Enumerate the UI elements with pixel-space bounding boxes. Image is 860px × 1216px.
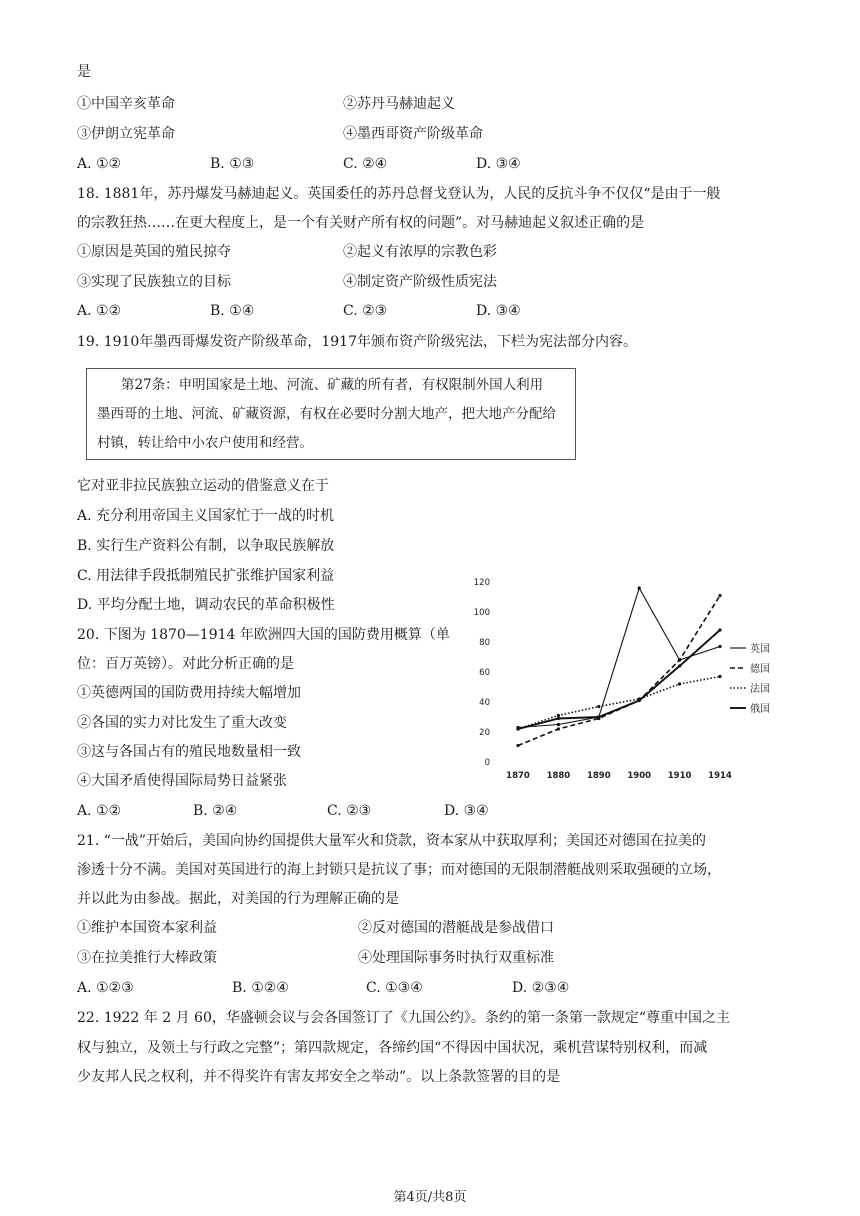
excerpt-line-3: 村镇，转让给中小农户使用和经营。 [97, 435, 313, 451]
q21-item-4: ④处理国际事务时执行双重标准 [358, 950, 554, 966]
q21-option-a: A. ①②③ [77, 980, 134, 996]
q21-option-c: C. ①③④ [366, 980, 423, 996]
data-point [516, 744, 519, 747]
q17-option-a: A. ①② [77, 156, 122, 172]
data-point [718, 594, 721, 597]
q20-option-c: C. ②③ [327, 803, 372, 819]
legend-label: 法国 [750, 684, 770, 695]
q20-item-3: ③这与各国占有的殖民地数量相一致 [77, 744, 301, 760]
legend-label: 德国 [750, 664, 770, 675]
q17-option-c: C. ②④ [343, 156, 388, 172]
data-point [638, 586, 641, 589]
data-point [557, 717, 560, 720]
legend-label: 俄国 [750, 704, 770, 715]
data-point [718, 675, 721, 678]
data-point [557, 714, 560, 717]
q17-item-2: ②苏丹马赫迪起义 [343, 96, 455, 112]
q21-stem-line-2: 渗透十分不满。美国对英国进行的海上封锁只是抗议了事；而对德国的无限制潜艇战则采取强硬的立场， [77, 862, 721, 878]
q20-item-2: ②各国的实力对比发生了重大改变 [77, 715, 287, 731]
series-line-2 [518, 596, 720, 746]
q17-item-4: ④墨西哥资产阶级革命 [343, 126, 483, 142]
q22-stem-line-1: 22. 1922 年 2 月 60，华盛顿会议与会各国签订了《九国公约》。条约的第一条第一款规定“尊重中国之主 [77, 1010, 731, 1026]
q21-option-d: D. ②③④ [512, 980, 570, 996]
q20-option-a: A. ①② [77, 803, 122, 819]
data-point [557, 727, 560, 730]
q20-option-b: B. ②④ [193, 803, 238, 819]
data-point [678, 682, 681, 685]
q18-item-2: ②起义有浓厚的宗教色彩 [343, 244, 497, 260]
y-tick-label: 40 [479, 698, 490, 708]
q17-stem-tail: 是 [77, 64, 91, 80]
q18-stem-line-2: 的宗教狂热……在更大程度上，是一个有关财产所有权的问题”。对马赫迪起义叙述正确的是 [77, 215, 645, 231]
data-point [516, 727, 519, 730]
y-tick-label: 100 [473, 608, 490, 618]
q21-stem-line-3: 并以此为由参战。据此，对美国的行为理解正确的是 [77, 891, 399, 907]
data-point [678, 658, 681, 661]
x-tick-label: 1910 [667, 771, 692, 781]
q21-item-2: ②反对德国的潜艇战是参战借口 [358, 920, 554, 936]
data-point [597, 715, 600, 718]
q18-option-c: C. ②③ [343, 303, 388, 319]
q20-stem-line-2: 位：百万英镑）。对此分析正确的是 [77, 656, 294, 672]
defense-spending-chart [468, 572, 798, 792]
excerpt-line-2: 墨西哥的土地、河流、矿藏资源，有权在必要时分割大地产，把大地产分配给 [97, 406, 556, 422]
q19-stem-line: 19. 1910年墨西哥爆发资产阶级革命，1917年颁布资产阶级宪法，下栏为宪法部分内容。 [77, 334, 637, 350]
q21-stem-line-1: 21. “一战”开始后，美国向协约国提供大量军火和贷款，资本家从中获取厚利；美国还对德国在拉美的 [77, 833, 707, 849]
q18-option-b: B. ①④ [210, 303, 255, 319]
excerpt-line-1: 第27条：申明国家是土地、河流、矿藏的所有者，有权限制外国人利用 [121, 377, 544, 393]
x-tick-label: 1890 [586, 771, 611, 781]
data-point [597, 705, 600, 708]
page-footer: 第4页/共8页 [393, 1190, 467, 1205]
q21-item-1: ①维护本国资本家利益 [77, 920, 217, 936]
q17-item-3: ③伊朗立宪革命 [77, 126, 175, 142]
data-point [557, 723, 560, 726]
legend-label: 英国 [750, 644, 770, 655]
q20-item-1: ①英德两国的国防费用持续大幅增加 [77, 685, 301, 701]
q18-item-3: ③实现了民族独立的目标 [77, 274, 231, 290]
q20-item-4: ④大国矛盾使得国际局势日益紧张 [77, 773, 287, 789]
q18-stem-line-1: 18. 1881年，苏丹爆发马赫迪起义。英国委任的苏丹总督戈登认为，人民的反抗斗争不仅仅“是由于一般 [77, 186, 721, 202]
q18-item-4: ④制定资产阶级性质宪法 [343, 274, 497, 290]
q21-option-b: B. ①②④ [232, 980, 289, 996]
q18-option-a: A. ①② [77, 303, 122, 319]
q22-stem-line-3: 少友邦人民之权利，并不得奖许有害友邦安全之举动”。以上条款签署的目的是 [77, 1069, 561, 1085]
q19-question: 它对亚非拉民族独立运动的借鉴意义在于 [77, 478, 329, 494]
q18-option-d: D. ③④ [476, 303, 521, 319]
data-point [718, 628, 721, 631]
constitution-excerpt-box [86, 368, 576, 460]
q21-item-3: ③在拉美推行大棒政策 [77, 950, 217, 966]
q18-item-1: ①原因是英国的殖民掠夺 [77, 244, 231, 260]
q17-item-1: ①中国辛亥革命 [77, 96, 175, 112]
q19-option-a: A. 充分利用帝国主义国家忙于一战的时机 [77, 508, 335, 524]
q19-option-c: C. 用法律手段抵制殖民扩张维护国家利益 [77, 568, 335, 584]
y-tick-label: 0 [484, 758, 490, 768]
q17-option-d: D. ③④ [476, 156, 521, 172]
q17-option-b: B. ①③ [210, 156, 255, 172]
x-tick-label: 1900 [627, 771, 652, 781]
series-line-4 [518, 630, 720, 729]
y-tick-label: 120 [473, 578, 490, 588]
y-tick-label: 60 [479, 668, 490, 678]
q22-stem-line-2: 权与独立，及领土与行政之完整”；第四款规定，各缔约国“不得因中国状况，乘机营谋特别权利，而减 [77, 1040, 708, 1056]
x-tick-label: 1914 [708, 771, 732, 781]
y-tick-label: 80 [479, 638, 490, 648]
q20-option-d: D. ③④ [444, 803, 489, 819]
data-point [678, 664, 681, 667]
x-tick-label: 1870 [506, 771, 530, 781]
q19-option-b: B. 实行生产资料公有制，以争取民族解放 [77, 538, 335, 554]
q19-option-d: D. 平均分配土地，调动农民的革命积极性 [77, 597, 335, 613]
y-tick-label: 20 [479, 728, 490, 738]
x-tick-label: 1880 [546, 771, 571, 781]
q20-stem-line-1: 20. 下图为 1870—1914 年欧洲四大国的国防费用概算（单 [77, 627, 450, 643]
data-point [638, 699, 641, 702]
data-point [718, 645, 721, 648]
